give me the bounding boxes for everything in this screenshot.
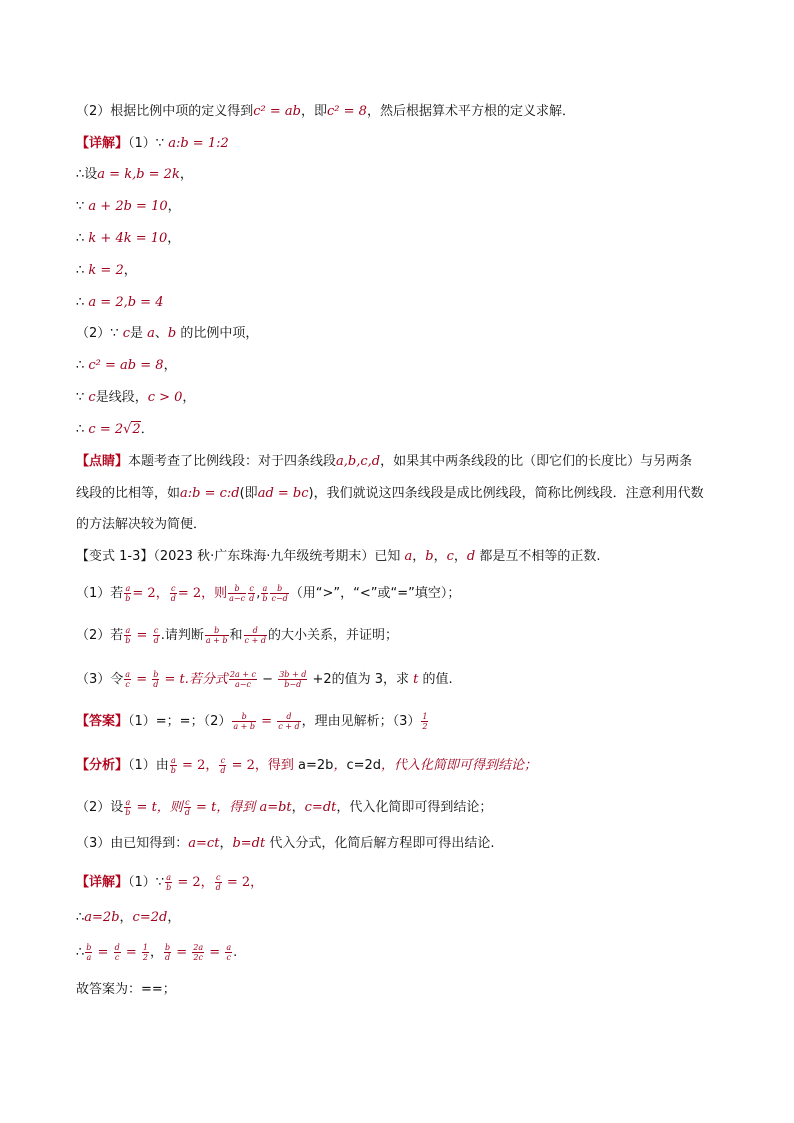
fraction: $\frac{b}{c-d}$: [271, 584, 288, 603]
math: a=2b: [84, 910, 120, 925]
section-label: 【答案】: [76, 714, 129, 729]
text: ，代入化简即可得到结论；: [336, 800, 493, 815]
text: ，: [163, 358, 177, 373]
fraction: $\frac{a}{c}$: [226, 943, 232, 962]
text-line: [76, 104, 575, 120]
fraction: $\frac{b}{d}$: [164, 943, 171, 962]
math: d: [466, 549, 476, 564]
text-line: [76, 836, 494, 852]
text-line: [76, 712, 429, 731]
math: b: [425, 549, 434, 564]
math: =: [132, 628, 152, 643]
text: ∴: [76, 231, 89, 246]
text: （1）由: [128, 758, 169, 773]
text: +2的值为 3，求: [308, 672, 414, 687]
text: .: [233, 945, 238, 960]
math: c: [88, 390, 96, 405]
text: 线段的比相等，如: [76, 486, 181, 501]
math: = 2，: [177, 758, 219, 773]
text-line: [76, 549, 601, 565]
math: = 2，: [132, 586, 169, 601]
text: ∵: [76, 199, 89, 214]
math: ，: [333, 758, 347, 773]
text: ，: [219, 836, 233, 851]
math: a=bt: [259, 800, 292, 815]
math: k = 2: [88, 263, 124, 278]
text: （1）=；=；（2）: [128, 714, 232, 729]
fraction: $\frac{a}{b}$: [170, 756, 176, 775]
text: ，: [179, 167, 193, 182]
math: c² = ab: [253, 104, 302, 119]
math: =: [172, 945, 192, 960]
text: )，我们就说这四条线段是成比例线段，简称比例线段．注意利用代数: [308, 486, 704, 501]
math: c=2d: [132, 910, 168, 925]
math: c=dt: [304, 800, 337, 815]
text: （2）若: [76, 628, 124, 643]
math: a=ct: [188, 836, 220, 851]
text: ∴: [76, 295, 89, 310]
text-line: [76, 326, 258, 342]
math: c > 0: [147, 390, 183, 405]
text-line: [76, 167, 193, 183]
text: 的方法解决较为简便．: [76, 517, 207, 532]
text: ，理由见解析；（3）: [301, 714, 421, 729]
text-line: [76, 231, 180, 247]
math: =: [205, 945, 225, 960]
section-label: 【点睛】: [76, 454, 129, 469]
text: 是线段，: [95, 390, 148, 405]
fraction: $\frac{d}{c + d}$: [244, 626, 266, 645]
math: t: [413, 672, 419, 687]
text: 故答案为：==；: [76, 982, 176, 997]
math: c² = ab = 8: [88, 358, 164, 373]
fraction: $\frac{2a + c}{a-c}$: [229, 670, 257, 689]
text: ∴: [76, 422, 89, 437]
math: =: [121, 945, 141, 960]
text: ，如果其中两条线段的比（即它们的长度比）与另两条: [380, 454, 693, 469]
fraction: $\frac{a}{b}$: [125, 626, 131, 645]
fraction: $\frac{c}{d}$: [249, 584, 255, 603]
text: ，: [123, 263, 137, 278]
fraction: $\frac{1}{2}$: [142, 943, 148, 962]
text: （2）∵: [76, 326, 123, 341]
text-line: [76, 943, 237, 962]
text: ，: [119, 910, 133, 925]
math: a:b = 1:2: [168, 136, 229, 151]
text: 的比例中项，: [176, 326, 259, 341]
text: .请判断: [160, 628, 204, 643]
text: a=2b: [298, 758, 334, 773]
fraction: $\frac{b}{a + b}$: [205, 626, 228, 645]
text-line: [76, 517, 206, 533]
text: ，: [453, 549, 467, 564]
text: ∴设: [76, 167, 98, 182]
math: a: [147, 326, 155, 341]
text: 和: [229, 628, 243, 643]
text: ，: [149, 945, 163, 960]
fraction: $\frac{c}{d}$: [220, 756, 226, 775]
math: c: [122, 326, 130, 341]
math: ad = bc: [257, 486, 309, 501]
fraction: $\frac{a}{b}$: [166, 873, 172, 892]
fraction: $\frac{c}{d}$: [170, 584, 176, 603]
text: （1）∵: [128, 136, 169, 151]
text-line: [76, 873, 263, 892]
text-line: [76, 756, 537, 775]
fraction: $\frac{3b + d}{b-d}$: [279, 670, 307, 689]
section-label: 【分析】: [76, 758, 129, 773]
math: =: [257, 714, 277, 729]
text: 本题考查了比例线段：对于四条线段: [128, 454, 337, 469]
math: a: [404, 549, 413, 564]
math: a,b,c,d: [336, 454, 381, 469]
math: c: [446, 549, 454, 564]
text: ，: [167, 910, 181, 925]
math: = 2，则: [177, 586, 228, 601]
text: ∴: [76, 945, 85, 960]
text-line: [76, 199, 181, 215]
math: a = 2,b = 4: [88, 295, 164, 310]
text: ，然后根据算术平方根的定义求解．: [366, 104, 575, 119]
math: =: [93, 945, 113, 960]
fraction: $\frac{c}{d}$: [184, 798, 190, 817]
fraction: $\frac{a}{b}$: [125, 584, 131, 603]
text: （1）∵: [128, 875, 165, 890]
fraction: $\frac{c}{d}$: [215, 873, 221, 892]
text: 是: [129, 326, 148, 341]
fraction: $\frac{2a}{2c}$: [193, 943, 204, 962]
math: c² = 8: [327, 104, 367, 119]
fraction: $\frac{b}{d}$: [153, 670, 159, 689]
math: −: [258, 672, 278, 687]
text: 的值.: [418, 672, 453, 687]
text: ，: [291, 800, 305, 815]
text-line: [76, 626, 398, 645]
text: ，: [167, 199, 181, 214]
fraction: $\frac{b}{a-c}$: [229, 584, 246, 603]
text: ，: [433, 549, 447, 564]
fraction: $\frac{b}{a}$: [86, 943, 92, 962]
text: (即: [239, 486, 258, 501]
text-line: [76, 136, 229, 152]
fraction: $\frac{d}{c + d}$: [278, 712, 300, 731]
text: （1）若: [76, 586, 124, 601]
text: 代入分式，化简后解方程即可得出结论.: [265, 836, 495, 851]
math: b=dt: [232, 836, 266, 851]
section-label: 【详解】: [76, 875, 129, 890]
text: ∴: [76, 358, 89, 373]
text-line: [76, 358, 177, 374]
text: ，: [182, 390, 196, 405]
fraction: $\frac{d}{c}$: [114, 943, 120, 962]
text-line: [76, 263, 137, 279]
text: （3）令: [76, 672, 124, 687]
fraction: $\frac{1}{2}$: [422, 712, 428, 731]
text: （2）设: [76, 800, 124, 815]
fraction: $\frac{a}{b}$: [125, 798, 131, 817]
text-line: （1）若 $\frac{a}{b}$ = 2， $\frac{c}{d}$ = 2，则 $\frac{b}{a-c}$ $\frac{c}{d}$ , $\frac{a}{b}$ $\frac{b}{c-d}$ （用“>”，“<”或“=”填空）；: [76, 584, 461, 603]
text: （用“>”，“<”或“=”填空）；: [289, 586, 461, 601]
text: 、: [154, 326, 168, 341]
text: （2）根据比例中项的定义得到: [76, 104, 254, 119]
text-line: [76, 910, 180, 926]
text-line: [76, 422, 154, 438]
math: = 2，得到: [227, 758, 299, 773]
fraction: $\frac{a}{b}$: [262, 584, 268, 603]
fraction: $\frac{b}{a + b}$: [233, 712, 256, 731]
section-label: 【详解】: [76, 136, 129, 151]
math: a = k,b = 2k: [97, 167, 180, 182]
math: ，代入化简即可得到结论；: [381, 758, 538, 773]
math: b: [167, 326, 177, 341]
text-line: [76, 454, 692, 470]
math: =: [132, 672, 152, 687]
text: ，: [412, 549, 426, 564]
text: ，: [167, 231, 181, 246]
fraction: $\frac{a}{c}$: [125, 670, 131, 689]
text: （3）由已知得到：: [76, 836, 189, 851]
text: ，即: [301, 104, 328, 119]
text: c=2d: [346, 758, 382, 773]
math: c = 2: [88, 422, 124, 437]
math: a:b = c:d: [180, 486, 240, 501]
text: ∵: [76, 390, 89, 405]
text: ．: [140, 422, 154, 437]
math: = 2，: [173, 875, 214, 890]
text-line: [76, 295, 163, 311]
text-line: [76, 486, 704, 502]
math: = t，得到: [191, 800, 260, 815]
text-line: [76, 390, 195, 406]
fraction: $\frac{c}{d}$: [153, 626, 159, 645]
text-line: [76, 982, 176, 998]
sqrt-content: 2: [132, 422, 141, 437]
text-line: [76, 798, 492, 817]
text: ∴: [76, 910, 85, 925]
text: 都是互不相等的正数.: [475, 549, 601, 564]
text-line: [76, 670, 453, 689]
text: 的大小关系，并证明；: [267, 628, 398, 643]
math: = 2，: [222, 875, 264, 890]
math: = t，则: [132, 800, 183, 815]
math: k + 4k = 10: [88, 231, 168, 246]
math: = t.若分式: [160, 672, 228, 687]
text: ∴: [76, 263, 89, 278]
math: a + 2b = 10: [88, 199, 168, 214]
text: 【变式 1-3】（2023 秋·广东珠海·九年级统考期末）已知: [76, 549, 405, 564]
sqrt-sign: √: [123, 422, 132, 437]
